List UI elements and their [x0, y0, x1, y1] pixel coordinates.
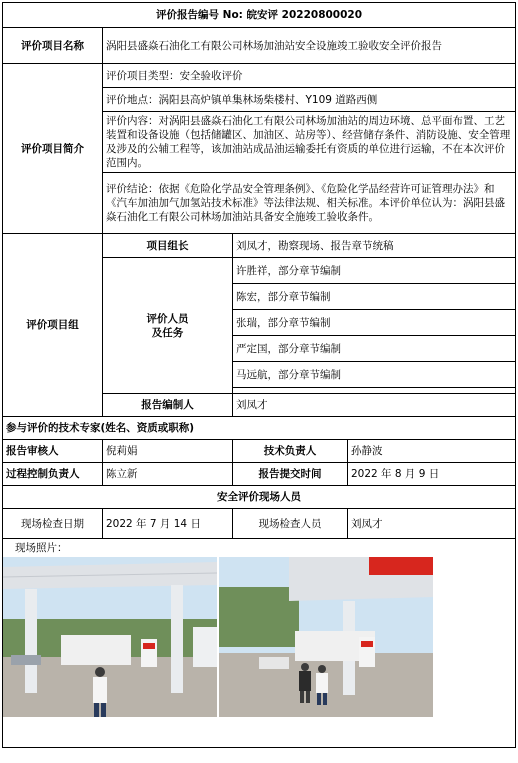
process-lead-label: 过程控制负责人: [3, 463, 103, 486]
report-table: [2, 2, 516, 748]
project-content: 评价内容：对涡阳县盛焱石油化工有限公司林场加油站的周边环境、总平面布置、工艺装置和设备设施（包括储罐区、加油区、站房等）、经营储存条件、消防设施、安全管理及涉及的公辅工程等，该加油站成品油运输委托有资质的单位进行运输，不在本次评价范围内。: [103, 112, 516, 173]
submit-time-label: 报告提交时间: [233, 463, 348, 486]
member-row: 马远航，部分章节编制: [233, 362, 516, 388]
site-photo-1: [3, 557, 217, 717]
compiler-value: 刘凤才: [233, 394, 516, 417]
site-person-value: 刘凤才: [348, 509, 516, 539]
member-row: 严定国，部分章节编制: [233, 336, 516, 362]
photos-label: 现场照片：: [15, 542, 68, 554]
reviewer-value: 倪莉娟: [103, 440, 233, 463]
site-photo-2: [219, 557, 433, 717]
leader-label: 项目组长: [103, 234, 233, 258]
tech-lead-value: 孙静波: [348, 440, 516, 463]
photos-cell: [3, 539, 516, 748]
tech-lead-label: 技术负责人: [233, 440, 348, 463]
site-date-label: 现场检查日期: [3, 509, 103, 539]
project-team-label: 评价项目组: [3, 234, 103, 417]
member-row: 许胜祥，部分章节编制: [233, 258, 516, 284]
leader-value: 刘凤才，勘察现场、报告章节统稿: [233, 234, 516, 258]
project-name-label: 评价项目名称: [3, 28, 103, 64]
experts-label: 参与评价的技术专家(姓名、资质或职称): [3, 417, 516, 440]
process-lead-value: 陈立新: [103, 463, 233, 486]
project-summary-label: 评价项目简介: [3, 64, 103, 234]
project-conclusion: 评价结论：依据《危险化学品安全管理条例》、《危险化学品经营许可证管理办法》和《汽车加油加气加氢站技术标准》等法律法规、相关标准。本评价单位认为：涡阳县盛焱石油化工有限公司林场加油站具备安全施竣工验收条件。: [103, 173, 516, 234]
submit-time-value: 2022 年 8 月 9 日: [348, 463, 516, 486]
site-staff-title: 安全评价现场人员: [3, 486, 516, 509]
member-row: 张瑞，部分章节编制: [233, 310, 516, 336]
project-name-value: 涡阳县盛焱石油化工有限公司林场加油站安全设施竣工验收安全评价报告: [103, 28, 516, 64]
project-location: 评价地点：涡阳县高炉镇单集林场柴楼村、Y109 道路西侧: [103, 88, 516, 112]
site-person-label: 现场检查人员: [233, 509, 348, 539]
report-number: 评价报告编号 No: 皖安评 20220800020: [3, 3, 516, 28]
project-type: 评价项目类型：安全验收评价: [103, 64, 516, 88]
members-label: 评价人员 及任务: [103, 258, 233, 394]
compiler-label: 报告编制人: [103, 394, 233, 417]
reviewer-label: 报告审核人: [3, 440, 103, 463]
site-date-value: 2022 年 7 月 14 日: [103, 509, 233, 539]
member-row: 陈宏，部分章节编制: [233, 284, 516, 310]
